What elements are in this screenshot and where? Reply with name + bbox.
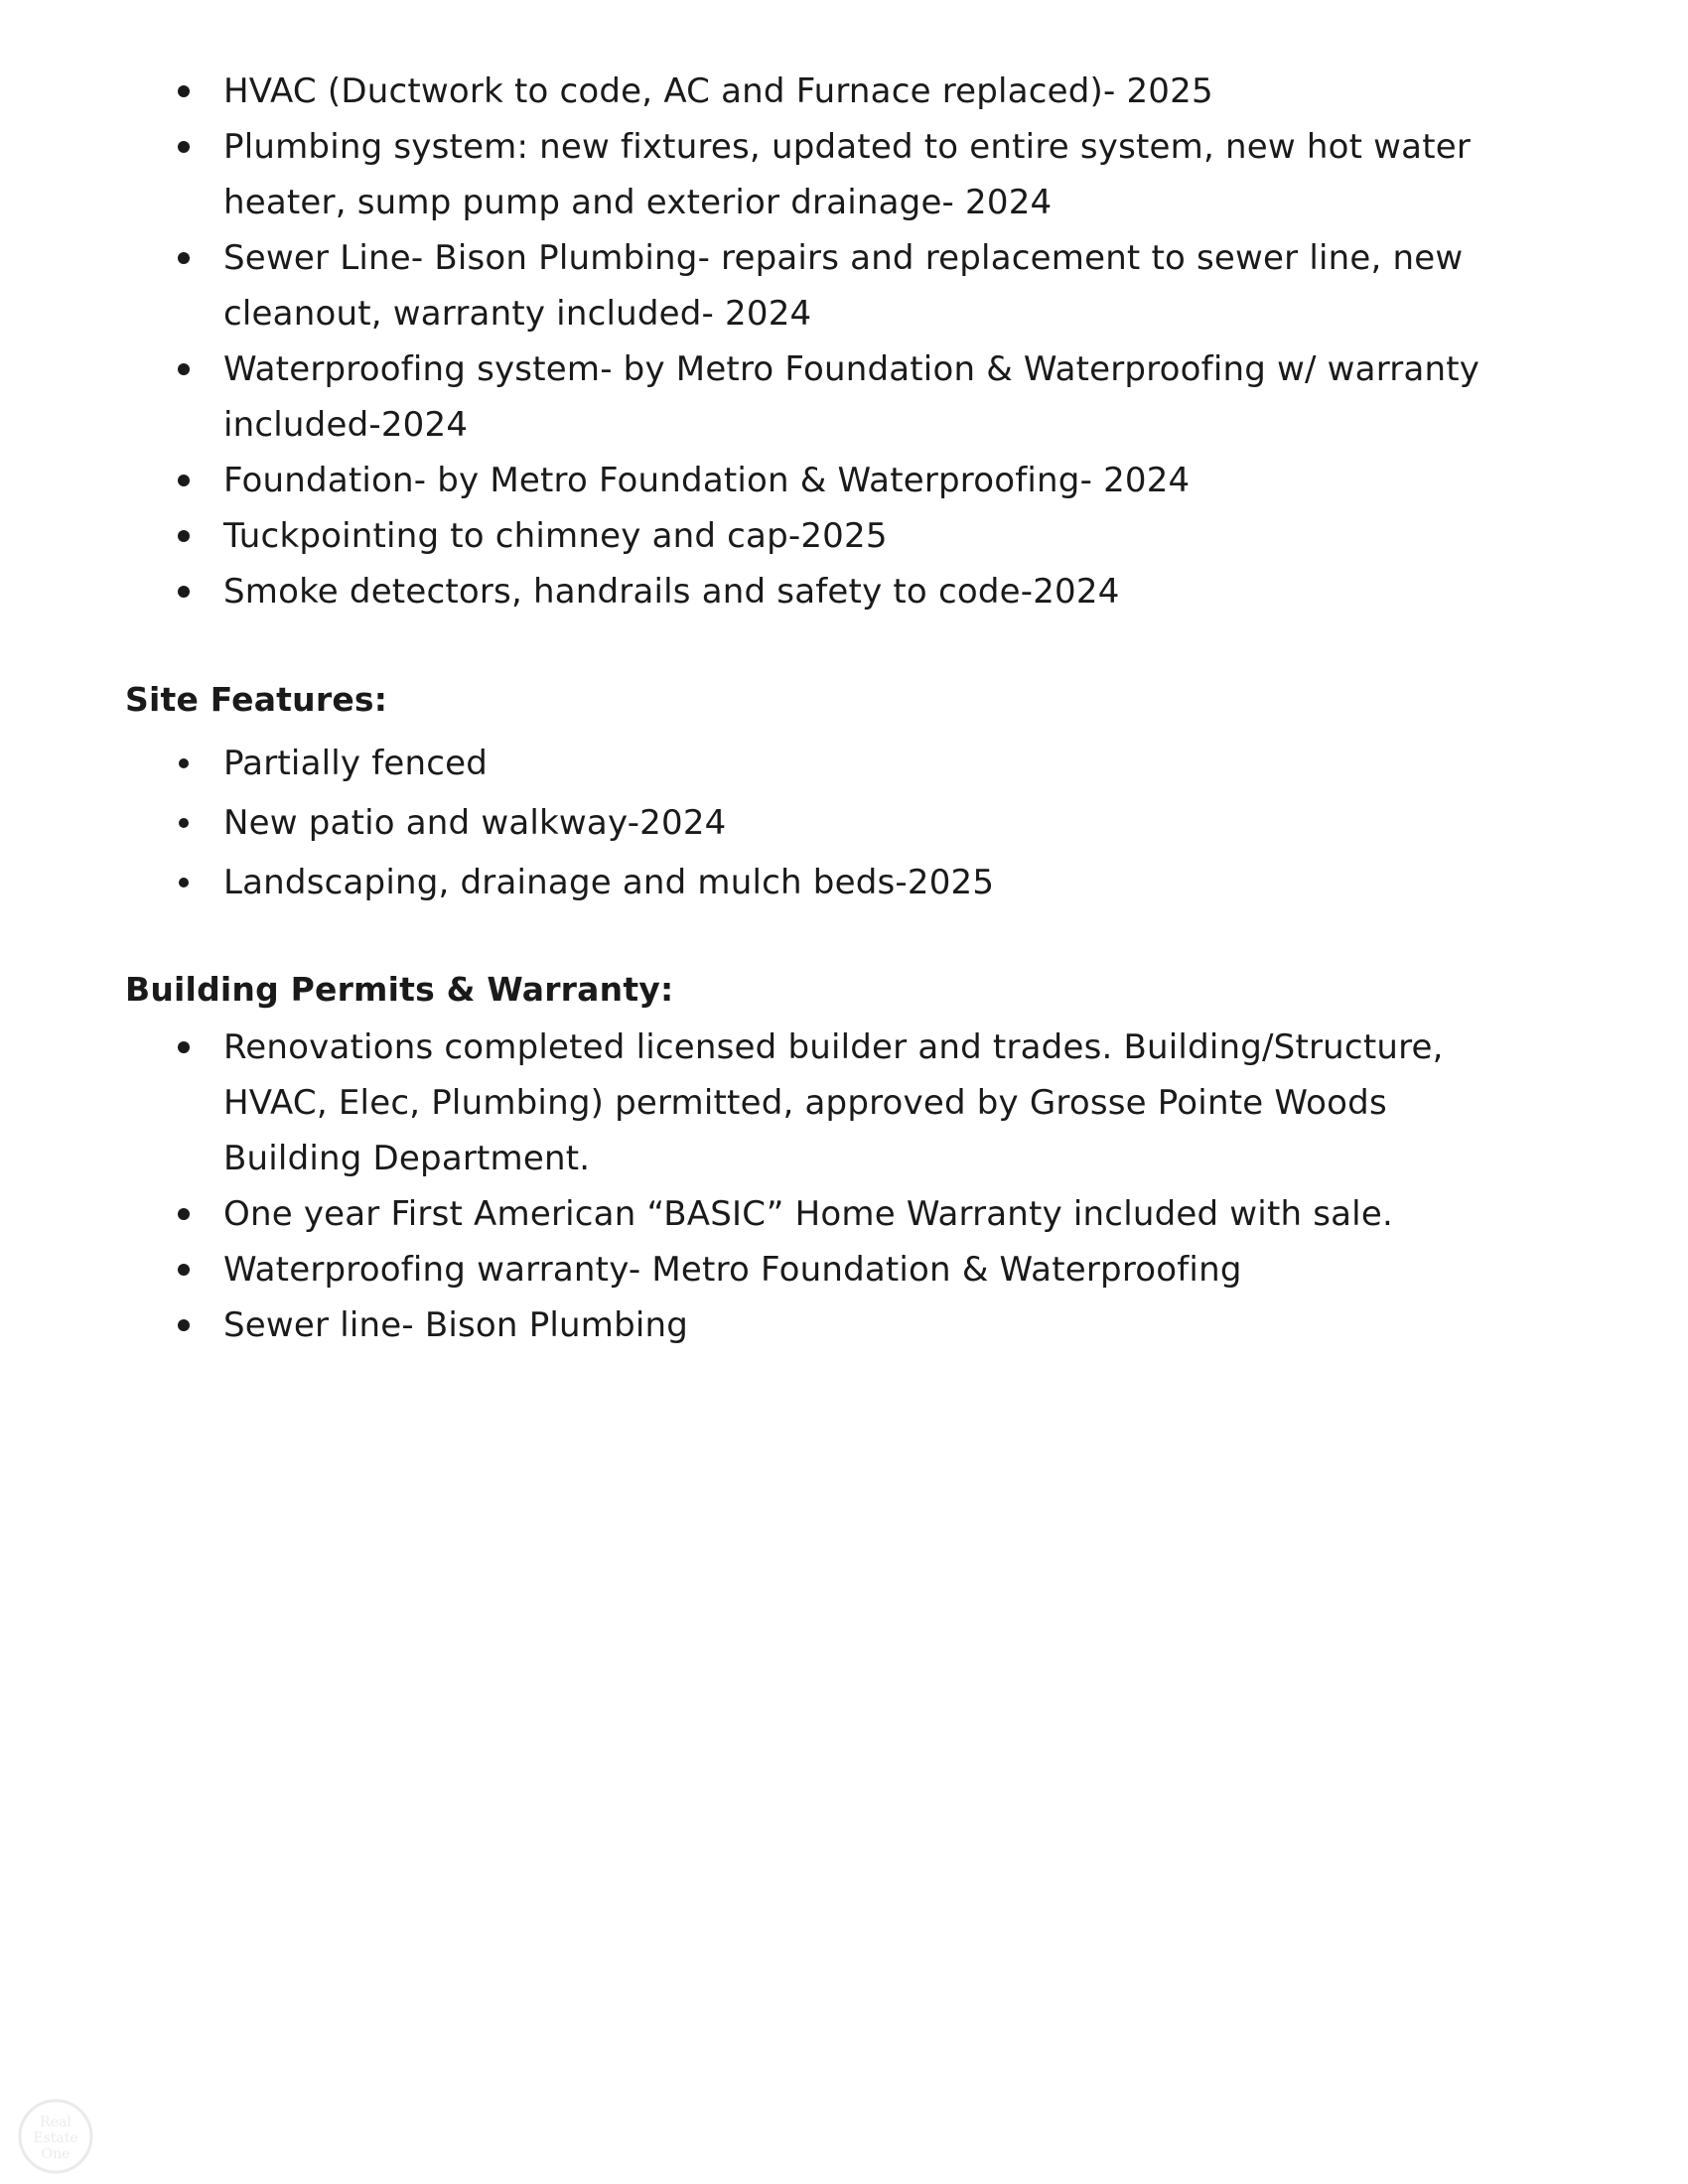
watermark-line-2: Estate xyxy=(33,2130,78,2146)
list-item-text: Foundation- by Metro Foundation & Waterproofing- 2024 xyxy=(223,461,1191,500)
bullet-icon xyxy=(178,363,190,375)
bullet-icon xyxy=(178,252,190,264)
list-item-text: New patio and walkway-2024 xyxy=(223,803,727,843)
list-item-text: Waterproofing warranty- Metro Foundation & Waterproofing xyxy=(223,1250,1242,1290)
list-item xyxy=(0,1297,1688,1353)
watermark-logo xyxy=(6,2097,105,2176)
list-item xyxy=(0,853,1688,912)
site-features-list xyxy=(0,734,1688,912)
list-item-text: Sewer line- Bison Plumbing xyxy=(223,1305,689,1345)
list-item xyxy=(0,564,1688,619)
bullet-icon xyxy=(178,85,190,97)
list-item xyxy=(0,453,1688,508)
list-item xyxy=(0,734,1688,793)
watermark-line-1: Real xyxy=(40,2115,71,2130)
permits-warranty-list xyxy=(0,1020,1688,1353)
list-item-text: Tuckpointing to chimney and cap-2025 xyxy=(223,516,888,556)
list-item xyxy=(0,1242,1688,1297)
list-item-text: Landscaping, drainage and mulch beds-2025 xyxy=(223,863,995,902)
permits-warranty-heading: Building Permits & Warranty: xyxy=(125,970,674,1009)
watermark-line-3: One xyxy=(41,2146,70,2162)
bullet-icon xyxy=(179,878,189,887)
list-item-text: Partially fenced xyxy=(223,744,489,783)
list-item xyxy=(0,793,1688,853)
list-item-text: One year First American “BASIC” Home Warranty included with sale. xyxy=(223,1194,1393,1234)
improvements-list xyxy=(0,64,1688,619)
site-features-heading: Site Features: xyxy=(125,680,388,719)
list-item-text: Waterproofing system- by Metro Foundation & Waterproofing w/ warranty included-2024 xyxy=(223,349,1480,445)
list-item xyxy=(0,64,1688,119)
list-item xyxy=(0,119,1688,230)
bullet-icon xyxy=(178,586,190,598)
bullet-icon xyxy=(178,475,190,486)
bullet-icon xyxy=(179,818,189,828)
list-item xyxy=(0,1186,1688,1242)
bullet-icon xyxy=(179,758,189,768)
list-item xyxy=(0,230,1688,341)
bullet-icon xyxy=(178,530,190,542)
bullet-icon xyxy=(178,1264,190,1276)
list-item xyxy=(0,341,1688,453)
list-item-text: Sewer Line- Bison Plumbing- repairs and replacement to sewer line, new cleanout, warranty included- 2024 xyxy=(223,238,1464,334)
bullet-icon xyxy=(178,1208,190,1220)
list-item xyxy=(0,508,1688,564)
list-item xyxy=(0,1020,1688,1186)
list-item-text: Plumbing system: new fixtures, updated to entire system, new hot water heater, sump pump and exterior drainage- 2024 xyxy=(223,127,1472,222)
bullet-icon xyxy=(178,1319,190,1331)
bullet-icon xyxy=(178,1041,190,1053)
bullet-icon xyxy=(178,141,190,153)
list-item-text: Renovations completed licensed builder and trades. Building/Structure, HVAC, Elec, Plumbing) permitted, approved by Grosse Pointe Woods Building Department. xyxy=(223,1027,1444,1178)
list-item-text: Smoke detectors, handrails and safety to code-2024 xyxy=(223,572,1120,612)
list-item-text: HVAC (Ductwork to code, AC and Furnace replaced)- 2025 xyxy=(223,71,1213,111)
